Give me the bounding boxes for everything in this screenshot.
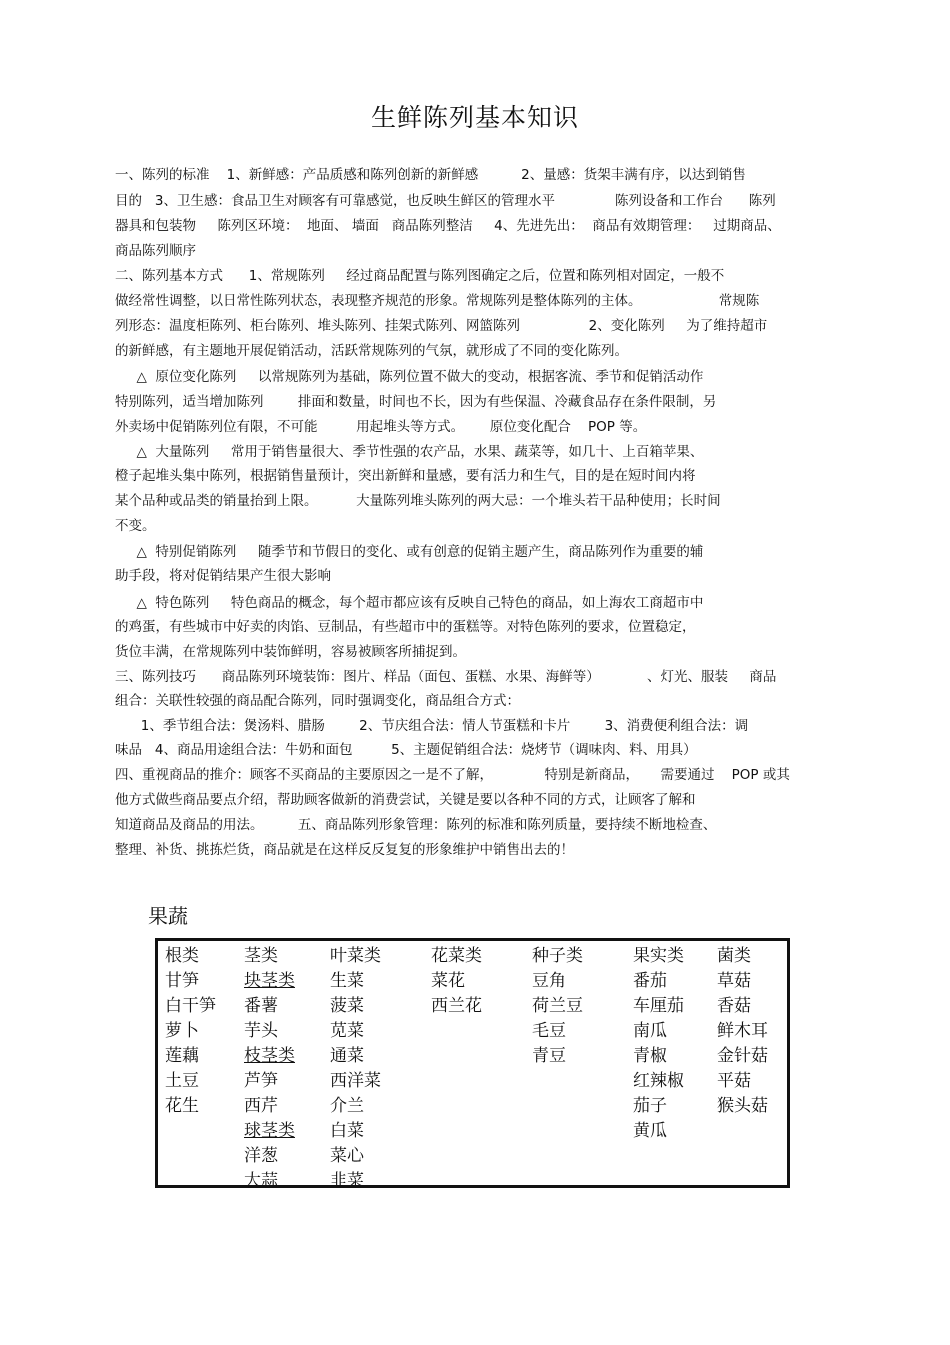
text-line: 他方式做些商品要点介绍，帮助顾客做新的消费尝试，关键是要以各种不同的方式，让顾客了解和 xyxy=(115,792,696,808)
table-column-seeds xyxy=(532,945,583,1070)
text-line: △ 特别促销陈列 随季节和节假日的变化、或有创意的促销主题产生，商品陈列作为重要的辅 xyxy=(115,544,704,560)
table-cell: 花生 xyxy=(165,1096,199,1116)
table-cell: 通菜 xyxy=(330,1046,364,1066)
text-line: 一、陈列的标准 1、新鲜感：产品质感和陈列创新的新鲜感 2、量感：货架丰满有序，以达到销售 xyxy=(115,167,746,183)
table-cell: 番茄 xyxy=(633,971,667,991)
text-line: 整理、补货、挑拣烂货，商品就是在这样反反复复的形象维护中销售出去的！ xyxy=(115,842,574,858)
table-column-fungi xyxy=(717,945,768,1120)
table-cell: 番薯 xyxy=(244,996,278,1016)
text-line: △ 特色陈列 特色商品的概念，每个超市都应该有反映自己特色的商品，如上海农工商超市中 xyxy=(115,595,704,611)
table-cell: 鲜木耳 xyxy=(717,1021,768,1041)
table-cell: 红辣椒 xyxy=(633,1071,684,1091)
table-cell: 花菜类 xyxy=(431,946,482,966)
text-line: 的鸡蛋，有些城市中好卖的肉馅、豆制品，有些超市中的蛋糕等。对特色陈列的要求，位置稳定， xyxy=(115,619,696,635)
table-cell: 土豆 xyxy=(165,1071,199,1091)
table-cell: 甘笋 xyxy=(165,971,199,991)
table-column-stems xyxy=(244,945,295,1195)
table-column-roots xyxy=(165,945,216,1120)
table-cell: 青椒 xyxy=(633,1046,667,1066)
text-line: 商品陈列顺序 xyxy=(115,243,196,259)
text-line: △ 大量陈列 常用于销售量很大、季节性强的农产品，水果、蔬菜等，如几十、上百箱苹果、 xyxy=(115,444,704,460)
table-cell: 菠菜 xyxy=(330,996,364,1016)
table-cell: 苋菜 xyxy=(330,1021,364,1041)
text-line: △ 原位变化陈列 以常规陈列为基础，陈列位置不做大的变动，根据客流、季节和促销活动作 xyxy=(115,369,704,385)
text-line: 某个品种或品类的销量抬到上限。 大量陈列堆头陈列的两大忌：一个堆头若干品种使用；长时间 xyxy=(115,493,721,509)
table-cell: 种子类 xyxy=(532,946,583,966)
table-cell: 茄子 xyxy=(633,1096,667,1116)
table-cell: 洋葱 xyxy=(244,1146,278,1166)
table-column-leafy xyxy=(330,945,381,1195)
table-cell: 根类 xyxy=(165,946,199,966)
table-cell: 猴头菇 xyxy=(717,1096,768,1116)
table-cell: 菜心 xyxy=(330,1146,364,1166)
text-line: 特别陈列，适当增加陈列 排面和数量，时间也不长，因为有些保温、冷藏食品存在条件限制，另 xyxy=(115,394,717,410)
table-cell: 叶菜类 xyxy=(330,946,381,966)
text-line: 组合：关联性较强的商品配合陈列，同时强调变化，商品组合方式： xyxy=(115,693,520,709)
text-line: 二、陈列基本方式 1、常规陈列 经过商品配置与陈列图确定之后，位置和陈列相对固定，一般不 xyxy=(115,268,725,284)
table-cell: 金针菇 xyxy=(717,1046,768,1066)
table-cell: 黄瓜 xyxy=(633,1121,667,1141)
table-cell: 西芹 xyxy=(244,1096,278,1116)
produce-table xyxy=(155,938,790,1191)
text-line: 橙子起堆头集中陈列，根据销售量预计，突出新鲜和量感，要有活力和生气，目的是在短时间内将 xyxy=(115,468,696,484)
table-cell: 豆角 xyxy=(532,971,566,991)
table-cell: 生菜 xyxy=(330,971,364,991)
text-line: 列形态：温度柜陈列、柜台陈列、堆头陈列、挂架式陈列、网篮陈列 2、变化陈列 为了维持超市 xyxy=(115,318,768,334)
page-title: 生鲜陈列基本知识 xyxy=(370,103,579,132)
table-cell: 南瓜 xyxy=(633,1021,667,1041)
table-cell: 芋头 xyxy=(244,1021,278,1041)
table-column-flowers xyxy=(431,945,482,1020)
text-line: 做经常性调整，以日常性陈列状态，表现整齐规范的形象。常规陈列是整体陈列的主体。 常规陈 xyxy=(115,293,760,309)
text-line: 器具和包装物 陈列区环境： 地面、 墙面 商品陈列整洁 4、先进先出： 商品有效期管理： 过期商品、 xyxy=(115,218,781,234)
text-line: 不变。 xyxy=(115,518,156,534)
table-cell: 西兰花 xyxy=(431,996,482,1016)
table-cell: 毛豆 xyxy=(532,1021,566,1041)
table-cell: 芦笋 xyxy=(244,1071,278,1091)
text-line: 知道商品及商品的用法。 五、商品陈列形象管理：陈列的标准和陈列质量，要持续不断地检查、 xyxy=(115,817,717,833)
text-line: 目的 3、卫生感：食品卫生对顾客有可靠感觉，也反映生鲜区的管理水平 陈列设备和工作台 陈列 xyxy=(115,193,776,209)
text-line: 助手段，将对促销结果产生很大影响 xyxy=(115,568,331,584)
table-cell: 韭菜 xyxy=(330,1171,364,1191)
table-cell: 车厘茄 xyxy=(633,996,684,1016)
table-cell: 香菇 xyxy=(717,996,751,1016)
table-cell: 平菇 xyxy=(717,1071,751,1091)
table-cell: 白干笋 xyxy=(165,996,216,1016)
table-column-fruits xyxy=(633,945,684,1145)
table-cell: 菌类 xyxy=(717,946,751,966)
table-cell: 莲藕 xyxy=(165,1046,199,1066)
section-title: 果蔬 xyxy=(148,904,188,928)
table-cell: 大蒜 xyxy=(244,1171,278,1191)
table-cell: 草菇 xyxy=(717,971,751,991)
text-line: 货位丰满，在常规陈列中装饰鲜明，容易被顾客所捕捉到。 xyxy=(115,644,466,660)
table-cell: 茎类 xyxy=(244,946,278,966)
table-cell: 球茎类 xyxy=(244,1121,295,1141)
text-line: 四、重视商品的推介：顾客不买商品的主要原因之一是不了解， 特别是新商品， 需要通过 POP 或其 xyxy=(115,767,790,783)
table-cell: 菜花 xyxy=(431,971,465,991)
table-cell: 西洋菜 xyxy=(330,1071,381,1091)
table-cell: 白菜 xyxy=(330,1121,364,1141)
text-line: 1、季节组合法：煲汤料、腊肠 2、节庆组合法：情人节蛋糕和卡片 3、消费便利组合法：调 xyxy=(115,718,749,734)
table-cell: 荷兰豆 xyxy=(532,996,583,1016)
text-line: 三、陈列技巧 商品陈列环境装饰：图片、样品（面包、蛋糕、水果、海鲜等） 、灯光、服装 商品 xyxy=(115,669,777,685)
text-line: 外卖场中促销陈列位有限，不可能 用起堆头等方式。 原位变化配合 POP 等。 xyxy=(115,419,647,435)
text-line: 的新鲜感，有主题地开展促销活动，活跃常规陈列的气氛，就形成了不同的变化陈列。 xyxy=(115,343,628,359)
text-line: 味品 4、商品用途组合法：牛奶和面包 5、主题促销组合法：烧烤节（调味肉、料、用具） xyxy=(115,742,697,758)
table-cell: 果实类 xyxy=(633,946,684,966)
table-cell: 青豆 xyxy=(532,1046,566,1066)
table-cell: 枝茎类 xyxy=(244,1046,295,1066)
table-cell: 块茎类 xyxy=(244,971,295,991)
table-cell: 介兰 xyxy=(330,1096,364,1116)
table-cell: 萝卜 xyxy=(165,1021,199,1041)
